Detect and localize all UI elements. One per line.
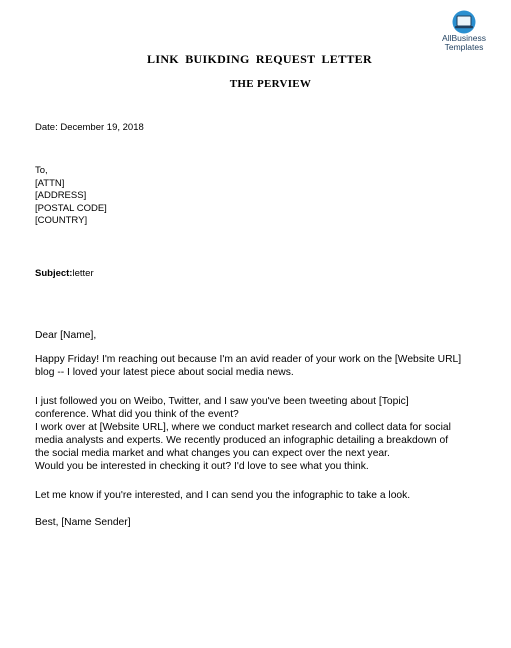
paragraph-3: Let me know if you're interested, and I can send you the infographic to take a look. [35, 490, 411, 501]
paragraph-line: conference. What did you think of the event? [35, 409, 239, 420]
subject-label: Subject: [35, 268, 73, 279]
address-line: [ATTN] [35, 177, 65, 189]
paragraph-1 [35, 353, 495, 379]
paragraph-line: Would you be interested in checking it out? I'd love to see what you think. [35, 461, 369, 472]
paragraph-line: the social media market and what changes you can expect over the next year. [35, 448, 390, 459]
address-line: [COUNTRY] [35, 215, 88, 226]
laptop-icon [449, 10, 479, 34]
logo-line1: AllBusiness [442, 33, 486, 43]
paragraph-line: I work over at [Website URL], where we conduct market research and collect data for social [35, 422, 451, 433]
paragraph-line: blog -- I loved your latest piece about social media news. [35, 367, 294, 378]
document-title: LINK BUIKDING REQUEST LETTER [147, 52, 372, 66]
logo-line2: Templates [444, 42, 484, 52]
address-line: [POSTAL CODE] [35, 202, 107, 214]
subject-value: letter [72, 268, 94, 279]
paragraph-line: media analysts and experts. We recently produced an infographic detailing a breakdown of [35, 435, 449, 446]
subject-line [35, 268, 94, 281]
closing-signature: Best, [Name Sender] [35, 517, 131, 528]
paragraph-line: Happy Friday! I'm reaching out because I'm an avid reader of your work on the [Website URL] [35, 354, 462, 365]
paragraph-line: I just followed you on Weibo, Twitter, and I saw you've been tweeting about [Topic] [35, 396, 409, 407]
letter-date: Date: December 19, 2018 [35, 122, 144, 133]
salutation: Dear [Name], [35, 330, 97, 341]
address-line: [ADDRESS] [35, 190, 87, 201]
document-subtitle: THE PERVIEW [229, 78, 312, 90]
address-line: To, [35, 165, 48, 176]
recipient-address [35, 165, 107, 228]
paragraph-2 [35, 395, 495, 473]
